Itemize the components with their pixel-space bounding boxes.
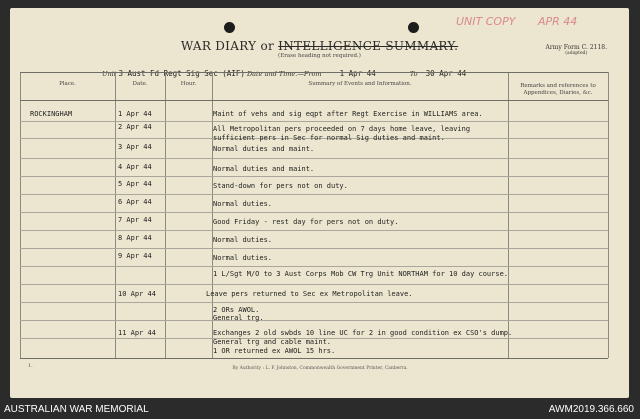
page-title: WAR DIARY or INTELLIGENCE SUMMARY. [180, 39, 459, 53]
archive-caption-left: AUSTRALIAN WAR MEMORIAL [4, 404, 149, 415]
printer-footer: By Authority : L. F. Johnston, Commonwealth Government Printer, Canberra. [232, 366, 408, 371]
header-rule [20, 100, 608, 101]
row-rule [20, 176, 608, 177]
col-header-place: Place. [59, 81, 76, 87]
row-rule [20, 320, 608, 321]
archive-caption-right: AWM2019.366.660 [548, 404, 634, 415]
row-date: 9 Apr 44 [118, 252, 152, 260]
row-rule [20, 212, 608, 213]
row-rule [20, 158, 608, 159]
column-divider [165, 72, 166, 358]
row-summary: Leave pers returned to Sec ex Metropolitan leave. [206, 290, 413, 298]
row-date: 6 Apr 44 [118, 198, 152, 206]
row-date: 1 Apr 44 [118, 110, 152, 118]
unit-copy-stamp: UNIT COPY [456, 15, 516, 28]
row-summary: 2 ORs AWOL. [213, 306, 260, 314]
army-form-label: Army Form C. 2118. (adapted) [545, 44, 607, 56]
row-summary: Normal duties. [213, 236, 273, 244]
from-date: 1 Apr 44 [339, 69, 376, 78]
column-divider [508, 72, 509, 358]
row-summary: Normal duties and maint. [213, 145, 315, 153]
col-header-remarks: Remarks and references to Appendices, Diaries, &c. [520, 83, 596, 96]
date-stamp: APR 44 [538, 15, 578, 28]
row-rule [20, 121, 608, 122]
row-date: 4 Apr 44 [118, 163, 152, 171]
unit-line: Unit 3 Aust Fd Regt Sig Sec (AIF) Date and Time.—From 1 Apr 44 To 30 Apr 44 [102, 69, 467, 78]
page-mark: 1. [28, 363, 33, 369]
row-summary: 1 OR returned ex AWOL 15 hrs. [213, 347, 336, 355]
row-date: 7 Apr 44 [118, 216, 152, 224]
row-summary: Stand-down for pers not on duty. [213, 182, 348, 190]
row-date: 8 Apr 44 [118, 234, 152, 242]
row-summary: All Metropolitan pers proceeded on 7 days home leave, leaving [213, 125, 471, 133]
row-date: 5 Apr 44 [118, 180, 152, 188]
row-summary: Exchanges 2 old swbds 10 line UC for 2 in good condition ex CSO's dump. [213, 329, 513, 337]
col-header-summary: Summary of Events and Information. [308, 81, 412, 87]
row-date: 11 Apr 44 [118, 329, 156, 337]
row-summary: General trg and cable maint. [213, 338, 332, 346]
row-date: 3 Apr 44 [118, 143, 152, 151]
row-date: 2 Apr 44 [118, 123, 152, 131]
unit-value: 3 Aust Fd Regt Sig Sec (AIF) [118, 69, 245, 78]
row-rule [20, 194, 608, 195]
row-date: 10 Apr 44 [118, 290, 156, 298]
table-top-rule [20, 72, 608, 73]
row-summary: Normal duties. [213, 254, 273, 262]
table-border [20, 72, 21, 358]
row-summary: 1 L/Sgt M/O to 3 Aust Corps Mob CW Trg Unit NORTHAM for 10 day course. [213, 270, 509, 278]
page-subtitle: (Erase heading not required.) [278, 53, 361, 59]
diary-table [20, 72, 608, 358]
row-summary: Good Friday - rest day for pers not on duty. [213, 218, 399, 226]
table-bottom-rule [20, 358, 608, 359]
row-place: ROCKINGHAM [30, 110, 73, 118]
row-rule [20, 230, 608, 231]
row-summary: Maint of vehs and sig eqpt after Regt Exercise in WILLIAMS area. [213, 110, 483, 118]
col-header-date: Date. [132, 81, 148, 87]
row-summary: General trg. [213, 314, 264, 322]
column-divider [115, 72, 116, 358]
row-summary: Normal duties. [213, 200, 273, 208]
row-rule [20, 266, 608, 267]
punch-hole-left [224, 22, 235, 33]
row-summary: sufficient pers in Sec for normal Sig duties and maint. [213, 134, 445, 142]
row-summary: Normal duties and maint. [213, 165, 315, 173]
row-rule [20, 284, 608, 285]
row-rule [20, 302, 608, 303]
col-header-hour: Hour. [180, 81, 197, 87]
table-border [608, 72, 609, 358]
row-rule [20, 248, 608, 249]
punch-hole-right [408, 22, 419, 33]
to-date: 30 Apr 44 [425, 69, 467, 78]
